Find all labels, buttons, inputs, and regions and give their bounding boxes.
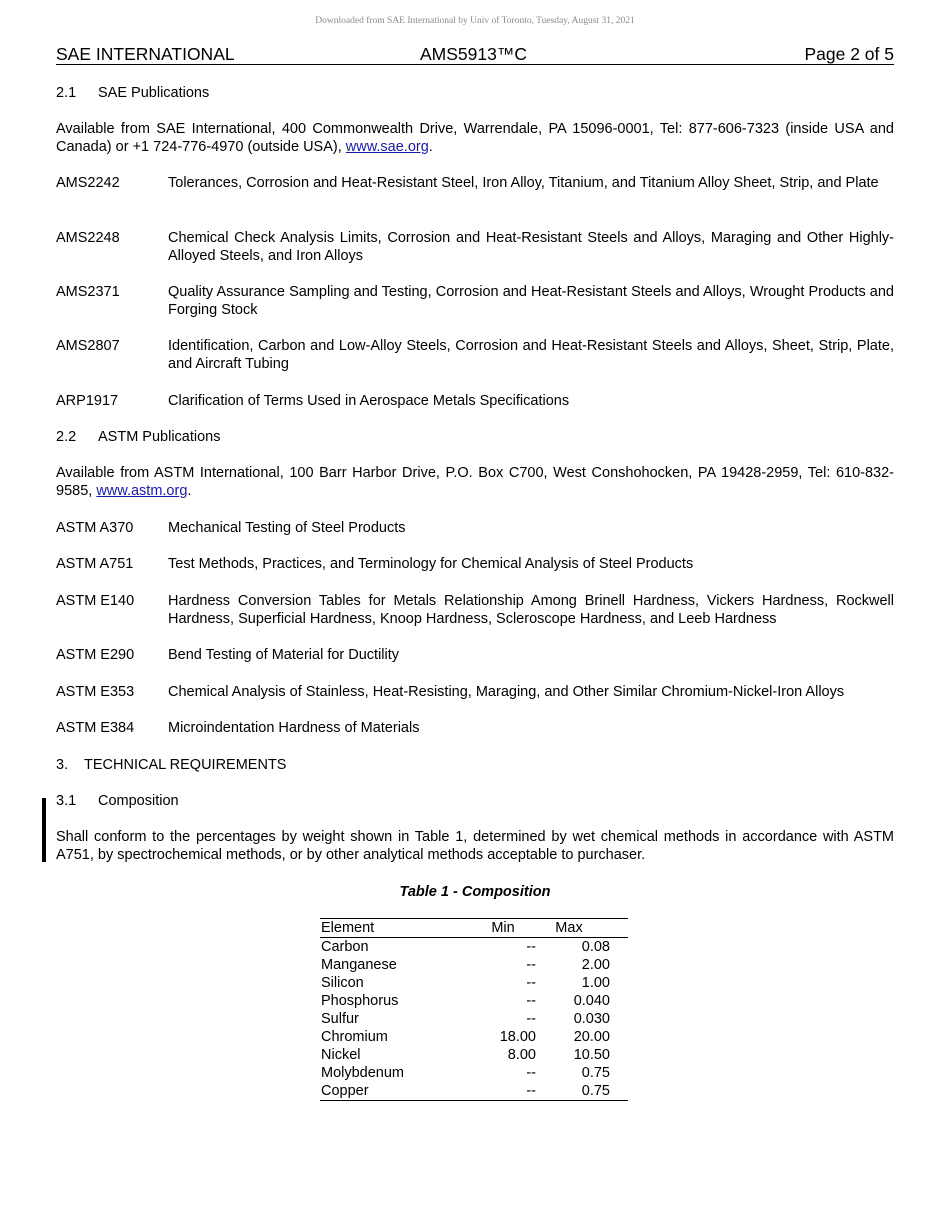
cell-min: -- (526, 1065, 536, 1081)
header-doc-id: AMS5913™C (420, 44, 527, 64)
cell-element: Silicon (321, 975, 364, 991)
reference-code: ASTM E290 (56, 647, 135, 663)
reference-code: AMS2248 (56, 230, 120, 246)
reference-entry (56, 174, 894, 192)
cell-min: -- (526, 939, 536, 955)
reference-title: Clarification of Terms Used in Aerospace Metals Specifications (168, 393, 570, 409)
table-row (320, 1010, 628, 1028)
cell-min: -- (526, 975, 536, 991)
reference-title: Chemical Check Analysis Limits, Corrosion and Heat-Resistant Steels and Alloys, Maraging and Other Highly-Alloyed Steels, and Iron Alloys (168, 230, 894, 264)
cell-max: 0.75 (581, 1065, 610, 1081)
reference-code: AMS2371 (56, 284, 120, 300)
reference-code: ASTM A370 (56, 520, 134, 536)
reference-title: Test Methods, Practices, and Terminology for Chemical Analysis of Steel Products (168, 556, 694, 572)
table-row (320, 956, 628, 974)
cell-max: 2.00 (581, 957, 610, 973)
cell-max: 0.08 (581, 939, 610, 955)
reference-entry (56, 592, 894, 628)
reference-title: Identification, Carbon and Low-Alloy Steels, Corrosion and Heat-Resistant Steels and Alloys, Sheet, Strip, Plate, and Aircraft Tubing (168, 338, 894, 372)
sae-website-link[interactable]: www.sae.org (345, 139, 429, 155)
header-page-number: Page 2 of 5 (804, 44, 894, 64)
cell-max: 0.030 (573, 1011, 610, 1027)
reference-code: ARP1917 (56, 393, 119, 409)
table-caption: Table 1 - Composition (399, 884, 551, 900)
section-3-heading (56, 756, 894, 774)
sae-intro-period: . (428, 139, 433, 155)
reference-title: Microindentation Hardness of Materials (168, 720, 420, 736)
cell-max: 10.50 (573, 1047, 610, 1063)
reference-entry (56, 719, 894, 737)
astm-intro-text: Available from ASTM International, 100 Barr Harbor Drive, P.O. Box C700, West Conshohocken, PA 19428-2959, Tel: 610-832-9585, (56, 465, 894, 499)
cell-max: 0.75 (581, 1083, 610, 1099)
section-number: 3.1 (56, 793, 77, 809)
cell-element: Copper (321, 1083, 369, 1099)
cell-element: Sulfur (321, 1011, 359, 1027)
reference-entry (56, 283, 894, 319)
cell-min: -- (526, 1083, 536, 1099)
table-row (320, 938, 628, 956)
table-row (320, 974, 628, 992)
header-max: Max (555, 920, 583, 936)
cell-max: 20.00 (573, 1029, 610, 1045)
sae-availability-paragraph (56, 120, 894, 156)
reference-entry (56, 683, 894, 701)
reference-entry (56, 337, 894, 373)
cell-element: Phosphorus (321, 993, 399, 1009)
section-title: SAE Publications (98, 85, 210, 101)
reference-code: AMS2807 (56, 338, 120, 354)
reference-entry (56, 392, 894, 410)
cell-element: Carbon (321, 939, 369, 955)
reference-entry (56, 229, 894, 265)
reference-code: ASTM A751 (56, 556, 134, 572)
table-row (320, 1046, 628, 1064)
composition-paragraph: Shall conform to the percentages by weight shown in Table 1, determined by wet chemical methods in accordance with ASTM A751, by spectrochemical methods, or by other analytical methods acceptable to purchaser. (56, 829, 894, 863)
cell-element: Nickel (321, 1047, 361, 1063)
page-header (56, 44, 894, 65)
reference-entry (56, 519, 894, 537)
astm-website-link[interactable]: www.astm.org (96, 483, 188, 499)
cell-element: Molybdenum (321, 1065, 405, 1081)
table-header-row (320, 919, 628, 938)
cell-min: 8.00 (507, 1047, 536, 1063)
sae-intro-text: Available from SAE International, 400 Commonwealth Drive, Warrendale, PA 15096-0001, Tel: 877-606-7323 (inside USA and Canada) or +1 724-776-4970 (outside USA), (56, 121, 894, 155)
composition-table (320, 918, 628, 1101)
header-min: Min (491, 920, 515, 936)
download-watermark: Downloaded from SAE International by Univ of Toronto, Tuesday, August 31, 2021 (315, 16, 635, 26)
section-3-1-heading (56, 792, 894, 810)
table-row (320, 992, 628, 1010)
reference-title: Tolerances, Corrosion and Heat-Resistant Steel, Iron Alloy, Titanium, and Titanium Alloy Sheet, Strip, and Plate (168, 175, 879, 191)
cell-min: 18.00 (499, 1029, 536, 1045)
reference-title: Bend Testing of Material for Ductility (168, 647, 400, 663)
reference-code: ASTM E353 (56, 684, 135, 700)
cell-element: Chromium (321, 1029, 388, 1045)
reference-code: AMS2242 (56, 175, 120, 191)
reference-title: Mechanical Testing of Steel Products (168, 520, 406, 536)
table-row (320, 1028, 628, 1046)
section-title: ASTM Publications (98, 429, 221, 445)
section-2-2-heading (56, 428, 894, 446)
section-number: 2.2 (56, 429, 77, 445)
table-row (320, 1082, 628, 1100)
revision-change-bar (42, 798, 46, 862)
section-number: 2.1 (56, 85, 77, 101)
header-element: Element (321, 920, 375, 936)
reference-title: Chemical Analysis of Stainless, Heat-Resisting, Maraging, and Other Similar Chromium-Nickel-Iron Alloys (168, 684, 845, 700)
reference-entry (56, 646, 894, 664)
cell-min: -- (526, 993, 536, 1009)
reference-title: Quality Assurance Sampling and Testing, Corrosion and Heat-Resistant Steels and Alloys, Wrought Products and Forging Stock (168, 284, 894, 318)
cell-min: -- (526, 957, 536, 973)
cell-max: 1.00 (581, 975, 610, 991)
cell-element: Manganese (321, 957, 397, 973)
reference-code: ASTM E140 (56, 593, 135, 609)
section-number: 3. (56, 757, 69, 773)
cell-max: 0.040 (573, 993, 610, 1009)
section-2-1-heading (56, 84, 894, 102)
astm-availability-paragraph (56, 464, 894, 500)
astm-intro-period: . (187, 483, 192, 499)
section-title: TECHNICAL REQUIREMENTS (84, 757, 287, 773)
reference-code: ASTM E384 (56, 720, 135, 736)
section-title: Composition (98, 793, 179, 809)
reference-title: Hardness Conversion Tables for Metals Relationship Among Brinell Hardness, Vickers Hardness, Rockwell Hardness, Superficial Hardness, Knoop Hardness, Scleroscope Hardness, and Leeb Hardness (168, 593, 894, 627)
header-org: SAE INTERNATIONAL (56, 44, 235, 64)
reference-entry (56, 555, 894, 573)
cell-min: -- (526, 1011, 536, 1027)
table-row (320, 1064, 628, 1082)
